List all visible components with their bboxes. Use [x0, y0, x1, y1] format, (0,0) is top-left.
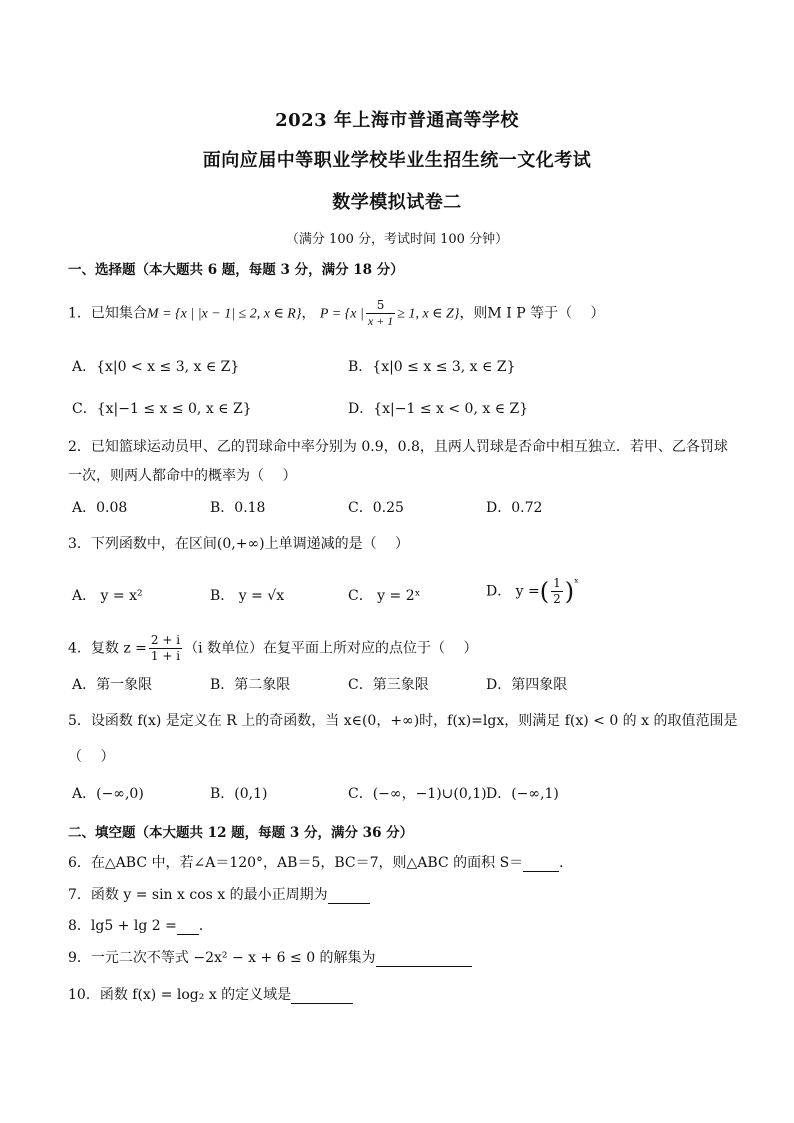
q1-set-p-suffix: ≥ 1, x ∈ Z}: [397, 306, 460, 322]
q6-answer-blank[interactable]: [523, 857, 559, 872]
q4-option-c: C．第三象限: [348, 677, 429, 693]
question-2-line1: 2．已知篮球运动员甲、乙的罚球命中率分别为 0.9，0.8，且两人罚球是否命中相互独立．若甲、乙各罚球: [68, 439, 728, 455]
question-8: [68, 915, 213, 935]
q1-fraction: [366, 298, 395, 329]
q1-fraction-numerator: 5: [366, 298, 395, 314]
q9-text: 9．一元二次不等式 −2x² − x + 6 ≤ 0 的解集为: [68, 950, 376, 966]
q4-option-a: A．第一象限: [72, 677, 153, 693]
q4-fraction-numerator: 2 + i: [150, 633, 181, 647]
question-6: [68, 852, 573, 872]
q1-set-m: M = {x | |x − 1| ≤ 2, x ∈ R}: [146, 306, 302, 322]
q5-option-c: C．(−∞，−1)∪(0,1): [348, 786, 487, 802]
question-3: 3．下列函数中，在区间(0,+∞)上单调递减的是（ ）: [68, 536, 410, 552]
q3-fraction: [551, 576, 563, 607]
exam-title-line2: 面向应届中等职业学校毕业生招生统一文化考试: [202, 150, 592, 171]
q1-number: 1．已知集合: [68, 305, 147, 322]
exam-title-line3: 数学模拟试卷二: [332, 192, 462, 213]
q3-option-a: A． y = x²: [72, 588, 143, 604]
q1-option-b: B．{x|0 ≤ x ≤ 3, x ∈ Z}: [348, 359, 516, 375]
q5-option-b: B．(0,1): [210, 786, 268, 802]
question-1: [68, 298, 605, 329]
q2-option-d: D．0.72: [486, 500, 543, 516]
q4-suffix: （i 数单位）在复平面上所对应的点位于（ ）: [184, 640, 478, 657]
q1-option-a: A．{x|0 < x ≤ 3, x ∈ Z}: [72, 359, 240, 375]
q3-exponent: ˣ: [574, 576, 579, 589]
q10-text: 10．函数 f(x) = log₂ x 的定义域是: [68, 987, 292, 1003]
q10-answer-blank[interactable]: [291, 989, 353, 1004]
q8-end: ．: [198, 918, 213, 934]
question-5-line1: 5．设函数 f(x) 是定义在 R 上的奇函数，当 x∈(0，+∞)时，f(x)=lgx，则满足 f(x) < 0 的 x 的取值范围是: [68, 713, 738, 729]
q2-option-a: A．0.08: [72, 500, 128, 516]
question-5-line2: （ ）: [68, 749, 115, 765]
question-2-line2: 一次，则两人都命中的概率为（ ）: [68, 468, 297, 484]
q2-option-c: C．0.25: [348, 500, 404, 516]
q5-option-d: D．(−∞,1): [486, 786, 559, 802]
exam-title-line1: 2023 年上海市普通高等学校: [275, 110, 519, 131]
question-7: [68, 884, 370, 904]
q4-option-d: D．第四象限: [486, 677, 568, 693]
q4-option-b: B．第二象限: [210, 677, 291, 693]
q7-text: 7．函数 y = sin x cos x 的最小正周期为: [68, 887, 328, 903]
q7-answer-blank[interactable]: [328, 889, 370, 904]
section1-heading: 一、选择题（本大题共 6 题，每题 3 分，满分 18 分）: [68, 262, 404, 278]
q3-option-c: C． y = 2ˣ: [348, 588, 421, 604]
q3-paren-left: (: [539, 577, 550, 606]
question-10: [68, 984, 353, 1004]
q4-prefix: 4．复数 z =: [68, 640, 147, 657]
q8-answer-blank[interactable]: [177, 920, 199, 935]
q8-text: 8．lg5 + lg 2 =: [68, 918, 177, 934]
q4-fraction: [149, 633, 182, 664]
section2-heading: 二、填空题（本大题共 12 题，每题 3 分，满分 36 分）: [68, 825, 414, 841]
q1-tail: ，则M I P 等于（ ）: [459, 305, 605, 322]
q3-fraction-numerator: 1: [553, 576, 561, 590]
q1-set-p-prefix: P = {x |: [319, 306, 364, 322]
q1-separator: ，: [301, 305, 316, 322]
q4-fraction-denominator: 1 + i: [150, 649, 181, 663]
q6-text: 6．在△ABC 中，若∠A＝120°，AB＝5，BC＝7，则△ABC 的面积 S＝: [68, 855, 524, 871]
q2-option-b: B．0.18: [210, 500, 266, 516]
question-9: [68, 947, 472, 967]
q1-option-d: D．{x|−1 ≤ x < 0, x ∈ Z}: [348, 401, 529, 417]
q5-option-a: A．(−∞,0): [72, 786, 144, 802]
q1-option-c: C．{x|−1 ≤ x ≤ 0, x ∈ Z}: [72, 401, 252, 417]
q3-option-d: [486, 576, 579, 607]
q3-option-d-prefix: D． y =: [486, 583, 540, 600]
q1-fraction-denominator: x + 1: [367, 314, 394, 328]
q3-option-b: B． y = √x: [210, 588, 285, 604]
q3-paren-right: ): [564, 577, 575, 606]
exam-note: （满分 100 分，考试时间 100 分钟）: [285, 232, 509, 247]
q6-end: ．: [559, 855, 574, 871]
q3-fraction-denominator: 2: [553, 592, 561, 606]
q9-answer-blank[interactable]: [376, 952, 472, 967]
question-4: [68, 633, 477, 664]
